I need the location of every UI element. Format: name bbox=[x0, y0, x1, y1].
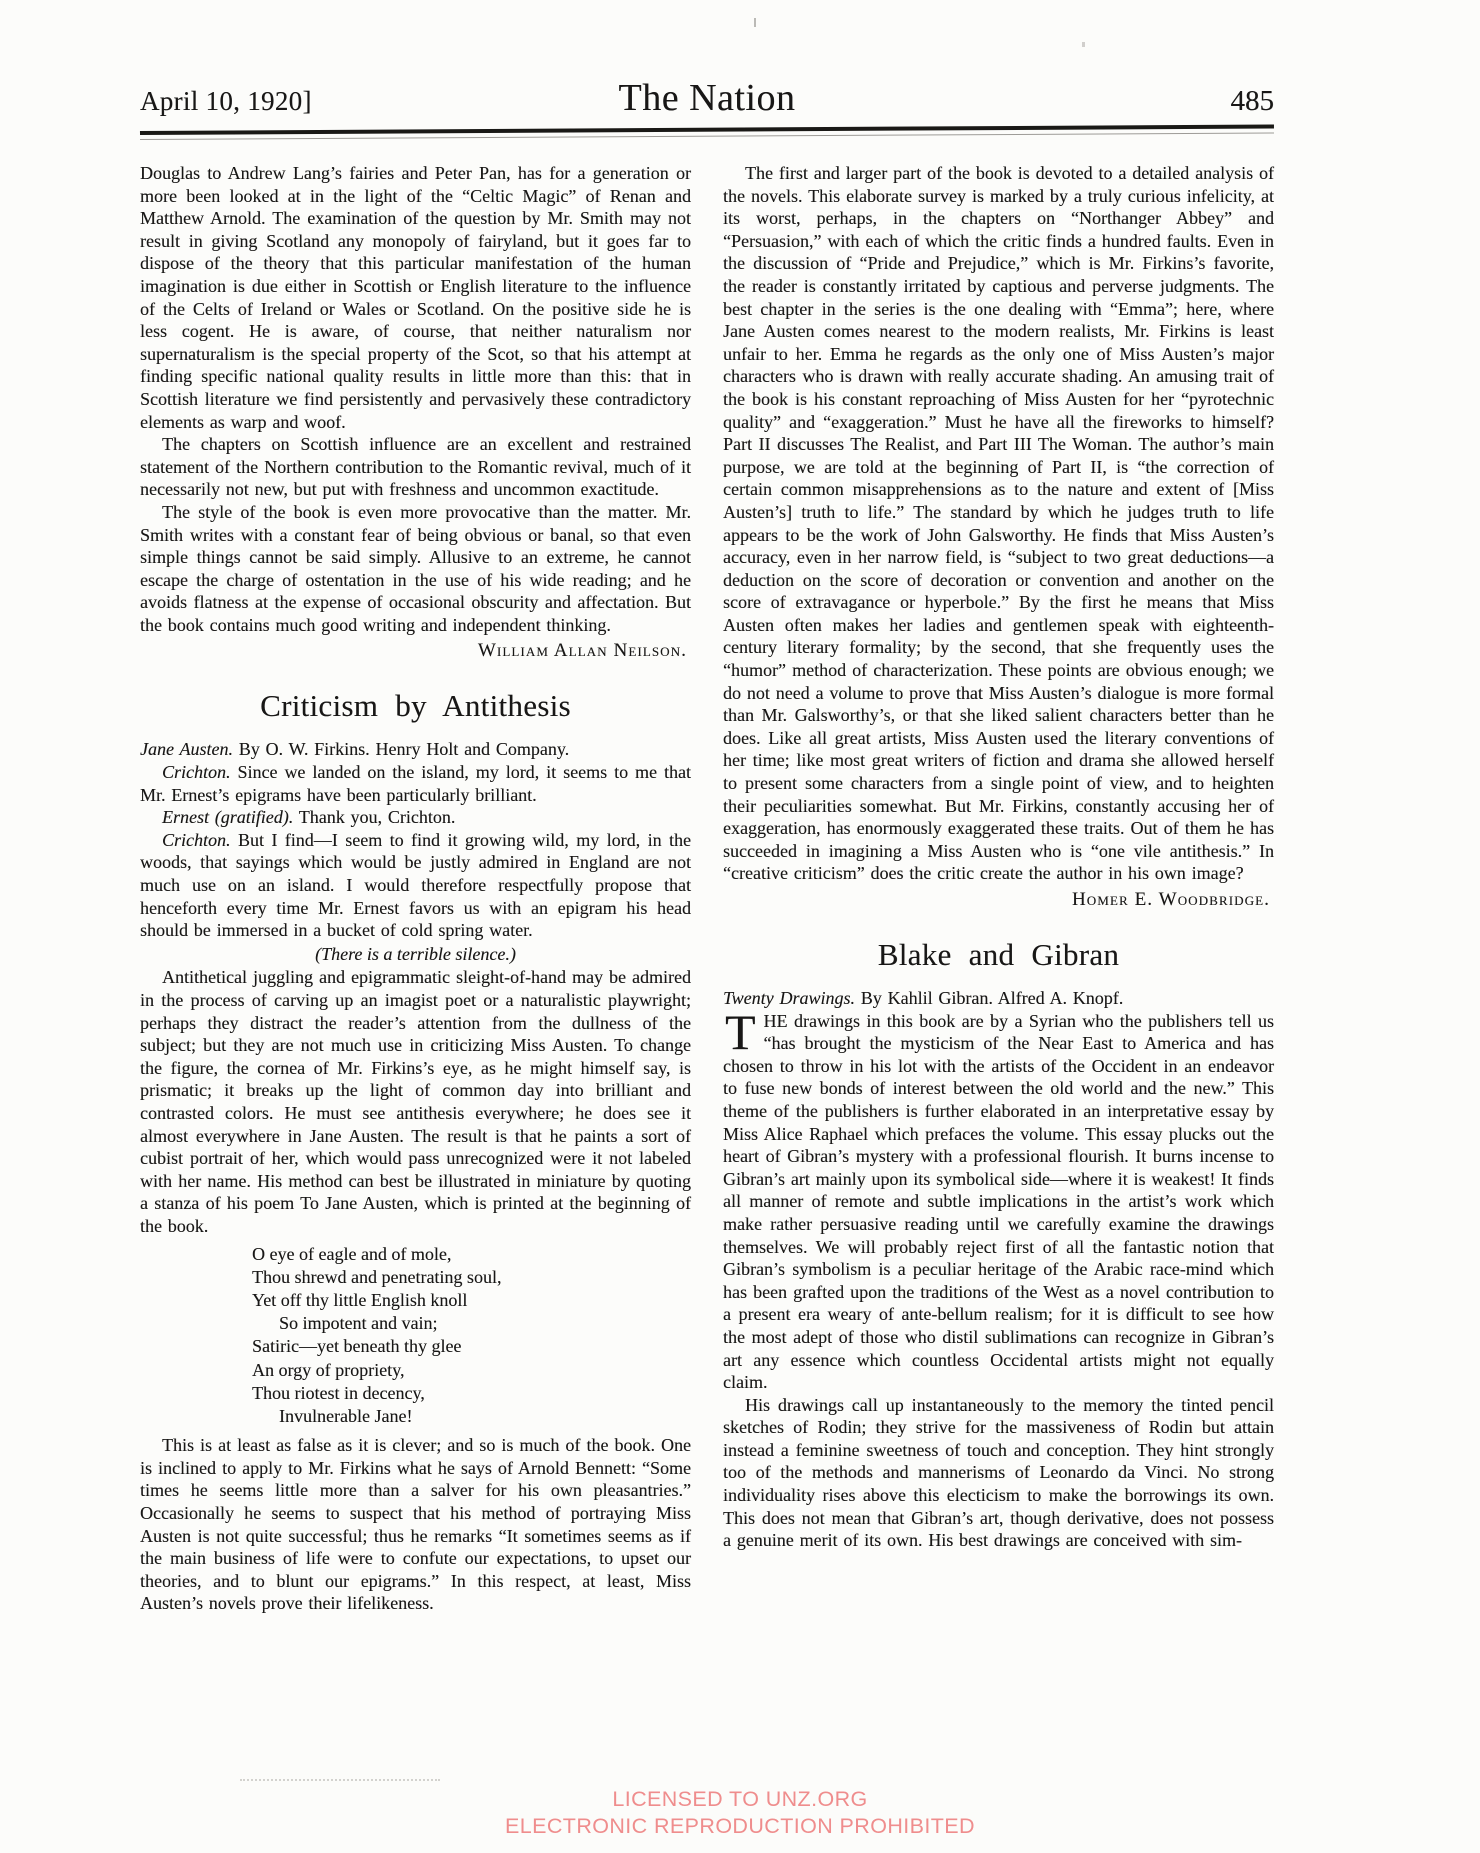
dialogue-line bbox=[140, 806, 691, 829]
drop-cap: T bbox=[725, 1003, 756, 1060]
stage-direction: (There is a terrible silence.) bbox=[315, 943, 516, 964]
header-rule bbox=[140, 124, 1274, 140]
book-title: Twenty Drawings. bbox=[723, 988, 855, 1008]
paragraph-text: HE drawings in this book are by a Syrian who the publishers tell us “has brought the mysticism of the Near East to America and has chosen to throw in his lot with the artists of the Occident in an endeavor to fuse new bonds of interest between the old world and the new.” This theme of the publishers is further elaborated in an interpretative essay by Miss Alice Raphael which prefaces the volume. This essay plucks out the heart of Gibran’s mystery with a professional flourish. It burns incense to Gibran’s art mainly upon its symbolical side—where it is weakest! It finds all manner of remote and subtle implications in the artist’s work which make rather persuasive reading until we carefully examine the drawings themselves. We will probably reject first of all the fantastic notion that Gibran’s symbolism is a peculiar heritage of the Arabic race-mind which has been grafted upon the traditions of the West as a novel contribution to a present era weary of ante-bellum realism; for it is difficult to see how the most adept of those who distil sublimations can recognize in Gibran’s art any essence which countless Occidental artists might not equally claim. bbox=[723, 1010, 1274, 1393]
text-columns bbox=[140, 162, 1274, 1615]
issue-date: April 10, 1920] bbox=[140, 86, 312, 116]
reviewer-signature: William Allan Neilson. bbox=[477, 640, 687, 662]
scan-speck bbox=[1082, 42, 1085, 47]
license-line-2: ELECTRONIC REPRODUCTION PROHIBITED bbox=[505, 1814, 975, 1838]
paragraph: Douglas to Andrew Lang’s fairies and Peter Pan, has for a generation or more been looked at in the light of the “Celtic Magic” of Renan and Matthew Arnold. The examination of the question by Mr. Smith may not result in giving Scotland any monopoly of fairyland, but it goes far to dispose of the theory that this particular manifestation of the human imagination is due either in Scottish or English literature to the influence of the Celts of Ireland or Wales or Scotland. On the positive side he is less cogent. He is aware, of course, that neither naturalism nor supernaturalism is the special property of the Scot, so that his attempt at finding specific national quality results in little more than this: that in Scottish literature we find persistently and pervasively these contradictory elements as warp and woof. bbox=[140, 163, 691, 432]
section-heading: Criticism by Antithesis bbox=[260, 688, 571, 724]
paragraph: The style of the book is even more provocative than the matter. Mr. Smith writes with a constant fear of being obvious or banal, so that even simple things cannot be said simply. Allusive to an extreme, he cannot escape the charge of ostentation in the use of his wide reading; and he avoids flatness at the expense of occasional obscurity and affectation. But the book contains much good writing and independent thinking. bbox=[140, 501, 691, 635]
paragraph: The first and larger part of the book is devoted to a detailed analysis of the novels. This elaborate survey is marked by a truly curious infelicity, at its worst, perhaps, in the chapters on “Northanger Abbey” and “Persuasion,” with each of which the critic finds a hundred faults. Even in the discussion of “Pride and Prejudice,” which is Mr. Firkins’s favorite, the reader is constantly irritated by captious and perverse judgments. The best chapter in the series is the one dealing with “Emma”; here, where Jane Austen comes nearest to the modern realists, Mr. Firkins is least unfair to her. Emma he regards as the only one of Miss Austen’s major characters who is drawn with really accurate shading. An amusing trait of the book is his constant reproaching of Miss Austen for her “pyrotechnic quality” and “exaggeration.” Must he have all the fireworks to himself? Part II discusses The Realist, and Part III The Woman. The author’s main purpose, we are told at the beginning of Part II, is “the correction of certain common misapprehensions as to the nature and extent of [Miss Austen’s] truth to life.” The standard by which he judges truth to life appears to be the work of John Galsworthy. He finds that Miss Austen’s accuracy, even in her narrow field, is “subject to two great deductions—a deduction on the score of decoration or convention and another on the score of extravagance or hyperbole.” By the first he means that Miss Austen often makes her ladies and gentlemen speak with eighteenth-century literary formality; by the second, that she frequently uses the “humor” method of characterization. These points are obvious enough; we do not need a volume to prove that Miss Austen’s dialogue is more formal than Mr. Galsworthy’s, or that she liked salient characters better than he does. Like all great artists, Miss Austen used the literary conventions of her time; like most great writers of fiction and drama she allowed herself to present some characters from a single point of view, and to heighten their peculiarities somewhat. But Mr. Firkins, constantly accusing her of exaggeration, has enormously exaggerated these traits. Out of them he has succeeded in imagining a Miss Austen who is “one vile antithesis.” In “creative criticism” does the critic create the author in his own image? bbox=[723, 163, 1274, 884]
book-citation-rest: By Kahlil Gibran. Alfred A. Knopf. bbox=[854, 988, 1124, 1008]
paragraph: The chapters on Scottish influence are an excellent and restrained statement of the Northern contribution to the Romantic revival, much of it necessarily not new, but put with freshness and uncommon exactitude. bbox=[140, 434, 691, 500]
reviewer-signature: Homer E. Woodbridge. bbox=[1071, 889, 1270, 910]
book-title: Jane Austen. bbox=[140, 739, 233, 760]
dialogue-text: Thank you, Crichton. bbox=[293, 807, 456, 828]
poem-line: Thou riotest in decency, bbox=[252, 1382, 425, 1403]
poem-line: Thou shrewd and penetrating soul, bbox=[252, 1266, 502, 1287]
dialogue-text: But I find—I seem to find it growing wild, my lord, in the woods, that sayings which would be justly admired in England are not much use on an island. I would therefore respectfully propose that henceforth every time Mr. Ernest favors us with an epigram his head should be immersed in a bucket of cold spring water. bbox=[140, 829, 691, 941]
section-heading: Blake and Gibran bbox=[877, 937, 1120, 972]
dialogue-text: Since we landed on the island, my lord, it seems to me that Mr. Ernest’s epigrams have been particularly brilliant. bbox=[140, 762, 691, 805]
paragraph: This is at least as false as it is clever; and so is much of the book. One is inclined to apply to Mr. Firkins what he says of Arnold Bennett: “Some times he seems little more than a salver for his own pleasantries.” Occasionally he seems to suspect that his method of portraying Miss Austen is not quite successful; thus he remarks “It sometimes seems as if the main business of life were to confute our expectations, to upset our theories, and to blunt our epigrams.” In this respect, at least, Miss Austen’s novels prove their lifelikeness. bbox=[140, 1435, 691, 1614]
scan-artifact-dots bbox=[240, 1779, 440, 1781]
paragraph: Antithetical juggling and epigrammatic sleight-of-hand may be admired in the process of carving up an imagist poet or a naturalistic playwright; perhaps they distract the reader’s attention from the dullness of the subject; but they are not much use in criticizing Miss Austen. To change the figure, the cornea of Mr. Firkins’s eye, as he might himself say, is prismatic; it breaks up the light of common day into brilliant and contrasted colors. He must see antithesis everywhere; he does see it almost everywhere in Jane Austen. The result is that he paints a sort of cubist portrait of her, which would pass unrecognized were it not labeled with her name. His method can best be illustrated in miniature by quoting a stanza of his poem To Jane Austen, which is printed at the beginning of the book. bbox=[140, 967, 691, 1236]
speaker-name: Crichton. bbox=[162, 762, 231, 783]
dialogue-line bbox=[140, 761, 691, 806]
right-column bbox=[723, 162, 1274, 1615]
poem-line: Satiric—yet beneath thy glee bbox=[252, 1336, 462, 1357]
page-number: 485 bbox=[1230, 85, 1274, 117]
page-content bbox=[140, 76, 1274, 1615]
scan-speck bbox=[754, 18, 756, 27]
paragraph-with-dropcap bbox=[723, 1003, 1274, 1394]
page-title: The Nation bbox=[618, 77, 796, 119]
license-watermark bbox=[0, 1786, 1480, 1840]
poem-line: An orgy of propriety, bbox=[252, 1359, 405, 1380]
masthead bbox=[140, 76, 1274, 120]
dialogue-line bbox=[140, 829, 691, 942]
poem-line: Invulnerable Jane! bbox=[279, 1405, 413, 1426]
poem-line: O eye of eagle and of mole, bbox=[252, 1243, 452, 1264]
book-citation bbox=[140, 738, 691, 761]
poem-line: Yet off thy little English knoll bbox=[252, 1289, 468, 1310]
left-column bbox=[140, 162, 691, 1615]
poem-line: So impotent and vain; bbox=[279, 1313, 438, 1334]
poem-quotation bbox=[252, 1243, 691, 1429]
book-citation-rest: By O. W. Firkins. Henry Holt and Company. bbox=[232, 739, 570, 760]
speaker-name: Crichton. bbox=[162, 829, 231, 850]
book-citation bbox=[723, 987, 1274, 1010]
license-line-1: LICENSED TO UNZ.ORG bbox=[612, 1787, 868, 1811]
speaker-name: Ernest (gratified). bbox=[162, 807, 294, 828]
paragraph: His drawings call up instantaneously to the memory the tinted pencil sketches of Rodin; they strive for the massiveness of Rodin but attain instead a feminine sweetness of touch and conception. They hint strongly too of the methods and mannerisms of Leonardo da Vinci. No strong individuality rises above this electicism to make the borrowings its own. This does not mean that Gibran’s art, though derivative, does not possess a genuine merit of its own. His best drawings are conceived with sim- bbox=[723, 1394, 1274, 1551]
